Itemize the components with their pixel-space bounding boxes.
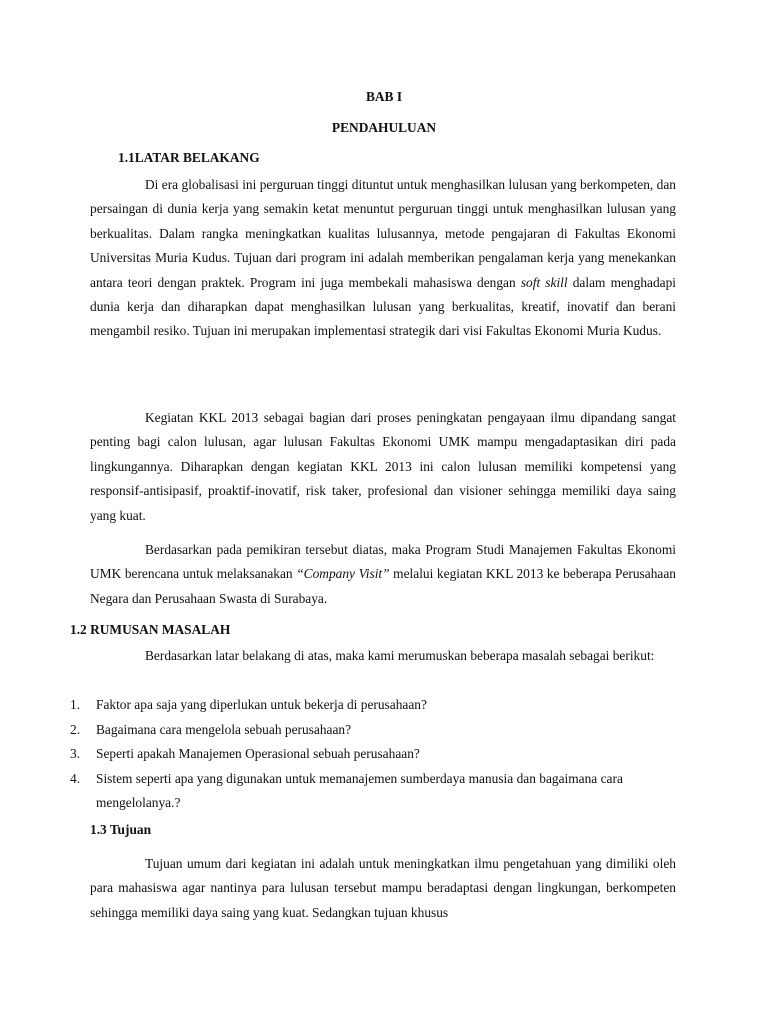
list-text: Faktor apa saja yang diperlukan untuk bekerja di perusahaan? — [96, 697, 427, 712]
list-item — [70, 742, 676, 767]
chapter-title: PENDAHULUAN — [331, 120, 437, 135]
paragraph-rumusan-intro: Berdasarkan latar belakang di atas, maka kami merumuskan beberapa masalah sebagai berikut: — [145, 648, 655, 663]
list-number: 2. — [70, 721, 81, 737]
paragraph-text: dalam menghadapi dunia kerja dan diharapkan dapat menghasilkan lulusan yang berkualitas, kreatif, inovatif dan berani mengambil resiko. Tujuan ini merupakan implementasi strategik dari visi Fakultas Ekonomi Muria Kudus. — [90, 274, 677, 339]
list-text: Sistem seperti apa yang digunakan untuk memanajemen sumberdaya manusia dan bagaimana cara mengelolanya.? — [96, 770, 623, 810]
paragraph-tujuan-1: Tujuan umum dari kegiatan ini adalah untuk meningkatkan ilmu pengetahuan yang dimiliki oleh para mahasiswa agar nantinya para lulusan tersebut mampu beradaptasi dengan lingkungan, berkompeten sehingga memiliki daya saing yang kuat. Sedangkan tujuan khusus — [90, 856, 676, 920]
paragraph-text: melalui kegiatan KKL 2013 ke beberapa Perusahaan Negara dan Perusahaan Swasta di Surabaya. — [90, 566, 676, 606]
section-heading-tujuan: 1.3 Tujuan — [90, 822, 152, 837]
list-item — [70, 693, 676, 718]
chapter-number: BAB I — [365, 89, 403, 104]
paragraph-latar-belakang-2: Kegiatan KKL 2013 sebagai bagian dari proses peningkatan pengayaan ilmu dipandang sangat penting bagi calon lulusan, agar lulusan Fakultas Ekonomi UMK mampu mengadaptasikan diri pada lingkungannya. Diharapkan dengan kegiatan KKL 2013 ini calon lulusan memiliki kompetensi yang responsif-antisipasif, proaktif-inovatif, risk taker, profesional dan visioner sehingga memiliki daya saing yang kuat. — [90, 410, 676, 523]
italic-term: “Company Visit” — [296, 566, 390, 582]
list-number: 1. — [70, 697, 81, 712]
section-heading-rumusan-masalah: 1.2 RUMUSAN MASALAH — [70, 622, 231, 637]
section-heading-latar-belakang: 1.1LATAR BELAKANG — [118, 150, 260, 165]
paragraph-text: Di era globalisasi ini perguruan tinggi dituntut untuk menghasilkan lulusan yang berkompeten, dan persaingan di dunia kerja yang semakin ketat menuntut perguruan tinggi untuk menghasilkan lulusan yang berkualitas. Dalam rangka meningkatkan kualitas lulusannya, metode pengajaran di Fakultas Ekonomi Universitas Muria Kudus. Tujuan dari program ini adalah memberikan pengalaman kerja yang menekankan antara teori dengan praktek. Program ini juga membekali mahasiswa dengan — [90, 177, 676, 290]
list-item — [70, 767, 676, 816]
list-text: Seperti apakah Manajemen Operasional sebuah perusahaan? — [96, 746, 420, 761]
list-item — [70, 718, 676, 743]
italic-term: soft skill — [520, 274, 568, 290]
problem-list — [70, 693, 676, 816]
paragraph-latar-belakang-3 — [90, 538, 676, 611]
list-text: Bagaimana cara mengelola sebuah perusahaan? — [96, 721, 352, 737]
paragraph-latar-belakang-1 — [90, 173, 676, 344]
list-number: 4. — [70, 770, 81, 786]
paragraph-text: Berdasarkan pada pemikiran tersebut diatas, maka Program Studi Manajemen Fakultas Ekonomi UMK berencana untuk melaksanakan — [90, 542, 676, 582]
list-number: 3. — [70, 746, 81, 761]
